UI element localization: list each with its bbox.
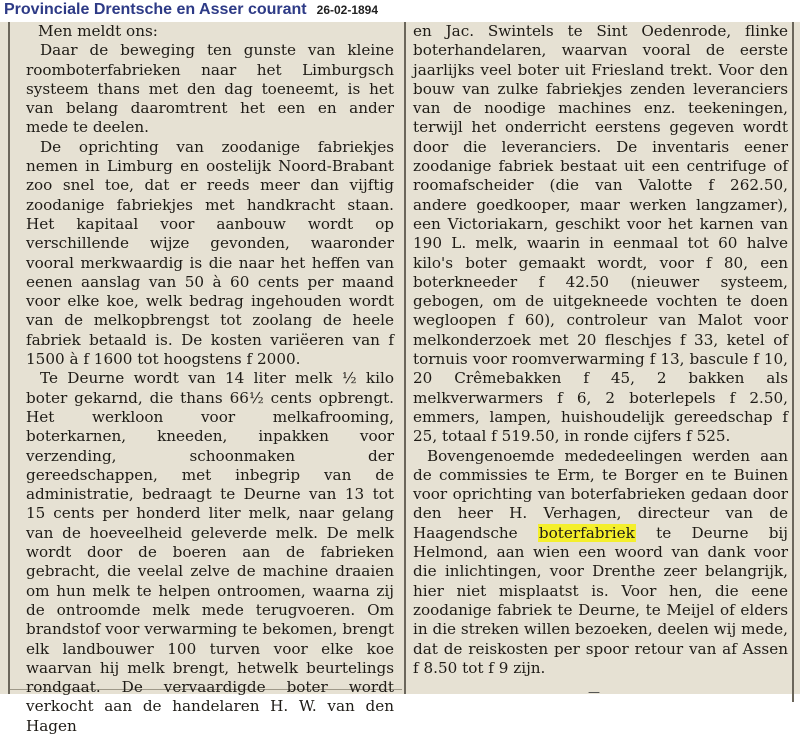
- newspaper-scan: [0, 22, 800, 735]
- right-border-rule: [792, 22, 794, 702]
- end-separator: —: [588, 685, 600, 699]
- article-paragraph-1: Daar de beweging ten gunste van kleine roomboterfabrieken naar het Limburgsch systeem thans met den dag toeneemt, is het van belang daaromtrent het een en ander mede te deelen.: [26, 41, 394, 137]
- newspaper-title: Provinciale Drentsche en Asser courant: [4, 1, 307, 18]
- article-paragraph-3: Te Deurne wordt van 14 liter melk ½ kilo boter gekarnd, die thans 66½ cents opbrengt. Het werkloon voor melkafrooming, boterkarnen, kneeden, inpakken voor verzending, schoonmaken der gereedschappen, met inbegrip van de administratie, bedraagt te Deurne van 13 tot 15 cents per honderd liter melk, naar gelang van de hoeveelheid geleverde melk. De melk wordt door de boeren aan de fabrieken gebracht, die veelal zelve de machine draaien om hun melk te helpen ontroomen, waarna zij de ontroomde melk mede terugvoeren. Om brandstof voor verwarming te bekomen, brengt elk landbouwer 100 turven voor elke koe waarvan hij melk brengt, hetwelk beurtelings rondgaat. De vervaardigde boter wordt verkocht aan de handelaren H. W. van den Hagen: [26, 369, 394, 735]
- newspaper-header: [0, 0, 800, 22]
- issue-date: 26-02-1894: [316, 3, 379, 17]
- left-column: [26, 22, 394, 736]
- highlighted-search-term: boterfabriek: [538, 523, 635, 542]
- column-divider: [404, 22, 406, 694]
- paragraph-4-text-before: Bovengenoemde mededeelingen werden aan de commissies te Erm, te Borger en te Buinen voor oprichting van boterfabrieken gedaan door den heer H. Verhagen, directeur van de Haagendsche: [413, 446, 788, 542]
- article-paragraph-3-continued: en Jac. Swintels te Sint Oedenrode, flinke boterhandelaren, waarvan vooral de eerste jaarlijks veel boter uit Friesland trekt. Voor den bouw van zulke fabriekjes zenden leveranciers van de noodige machines enz. teekeningen, terwijl het onderricht eerstens gegeven wordt door die leveranciers. De inventaris eener zoodanige fabriek bestaat uit een centrifuge of roomafscheider (die van Valotte f 262.50, andere goedkooper, maar werken langzamer), een Victoriakarn, geschikt voor het karnen van 190 L. melk, waarin in eenmaal tot 60 halve kilo's boter gemaakt wordt, voor f 80, een boterkneeder f 42.50 (nieuwer systeem, gebogen, om de uitgekneede vochten te doen wegloopen f 60), controleur van Malot voor melkonderzoek met 20 fleschjes f 33, ketel of tornuis voor roomverwarming f 13, bascule f 10, 20 Crêmebakken f 45, 2 bakken als melkverwarmers f 6, 2 boterlepels f 2.50, emmers, lampen, huishoudelijk gereedschap f 25, totaal f 519.50, in ronde cijfers f 525.: [413, 22, 788, 446]
- article-paragraph-4: [413, 447, 788, 679]
- right-column: [413, 22, 788, 678]
- article-intro: Men meldt ons:: [38, 22, 158, 40]
- paragraph-4-text-after: te Deurne bij Helmond, aan wien een woord van dank voor die inlichtingen, voor Drenthe zeer belangrijk, hier niet misplaatst is. Voor hen, die eene zoodanige fabriek te Deurne, te Meijel of elders in die streken willen bezoeken, deelen wij mede, dat de reiskosten per spoor retour van af Assen f 8.50 tot f 9 zijn.: [413, 523, 788, 677]
- left-border-rule: [8, 22, 10, 694]
- article-paragraph-2: De oprichting van zoodanige fabriekjes nemen in Limburg en oostelijk Noord-Brabant zoo snel toe, dat er reeds meer dan vijftig zoodanige fabriekjes met handkracht staan. Het kapitaal voor aanbouw wordt op verschillende wijze gevonden, waaronder vooral merkwaardig is die naar het heffen van eenen aanslag van 50 à 60 cents per maand voor elke koe, welk bedrag ingehouden wordt van de melkopbrengst tot zoolang de heele fabriek betaald is. De kosten variëeren van f 1500 à f 1600 tot hoogstens f 2000.: [26, 137, 394, 369]
